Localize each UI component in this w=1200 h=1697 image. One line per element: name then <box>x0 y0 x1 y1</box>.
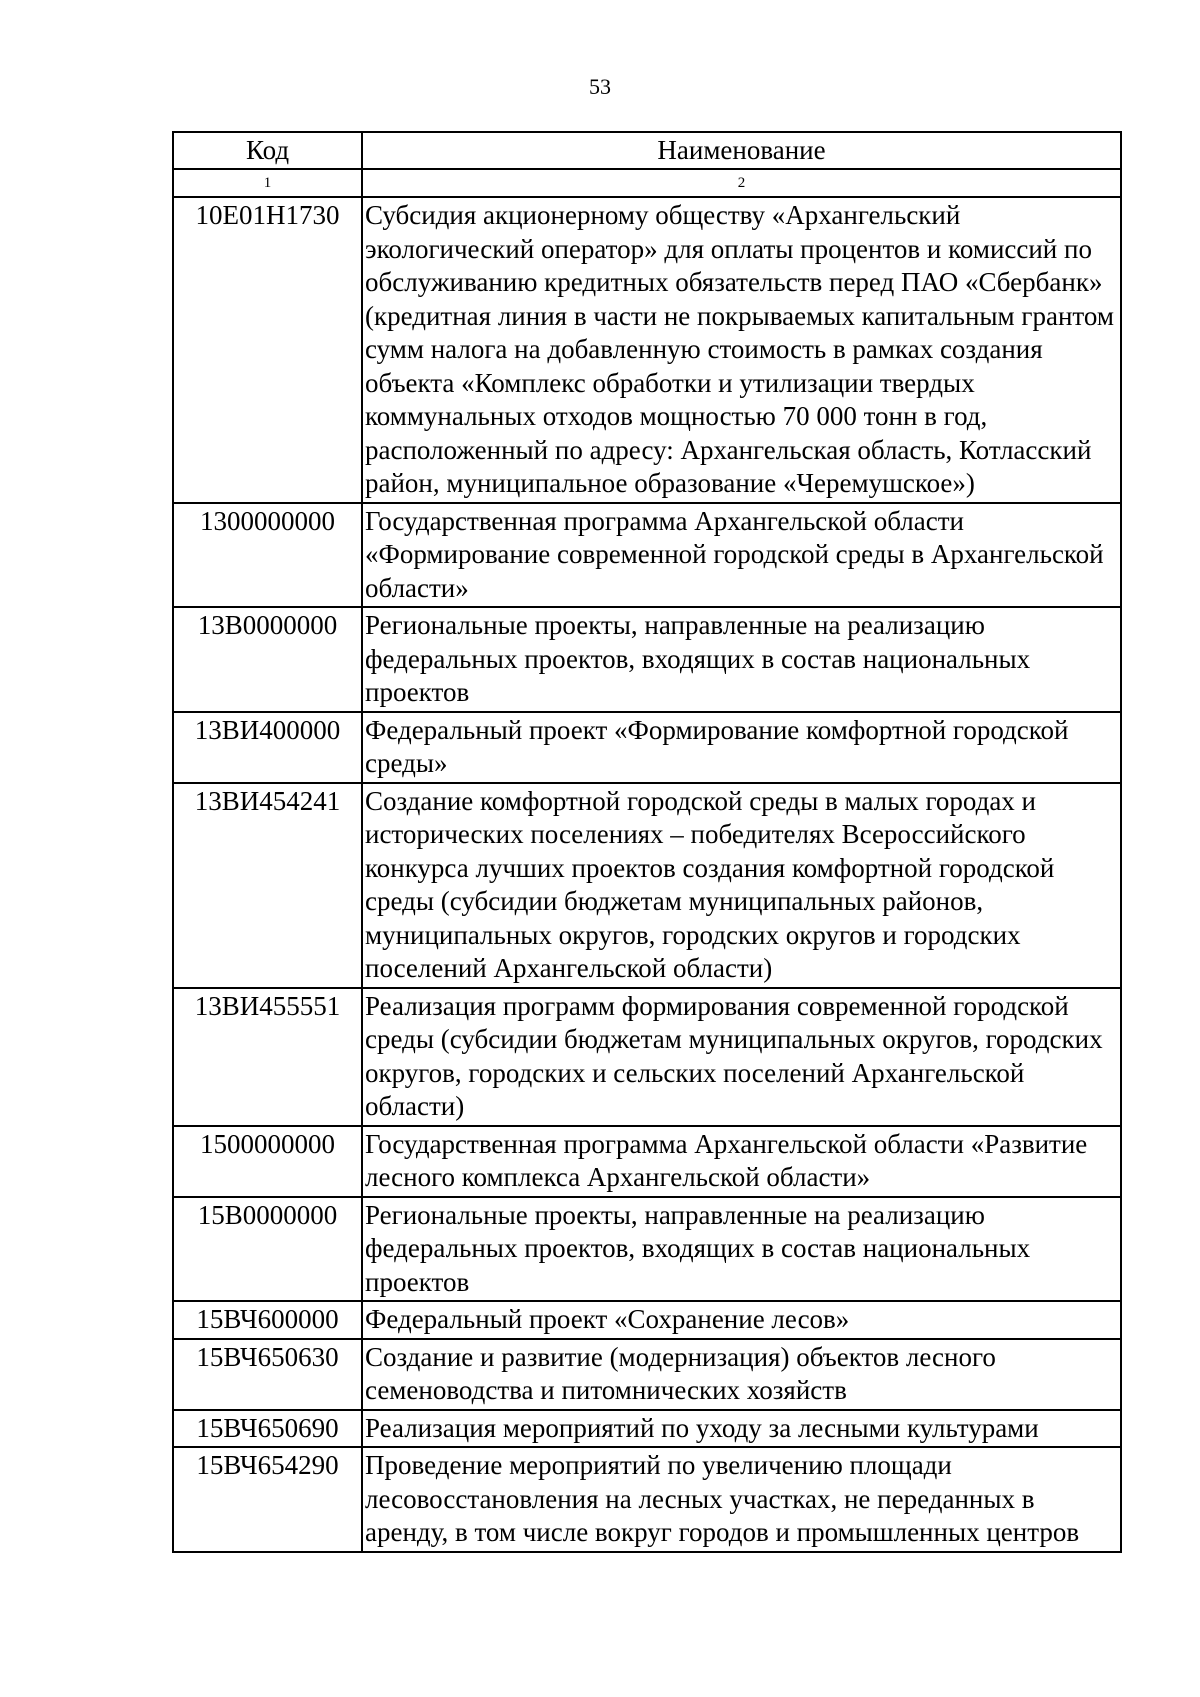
row-name: Реализация программ формирования современной городской среды (субсидии бюджетам муниципальных округов, городских округов, городских и сельских поселений Архангельской области) <box>362 988 1121 1126</box>
row-code: 15ВЧ654290 <box>173 1447 362 1552</box>
table-row <box>173 1339 1121 1410</box>
row-code: 15ВЧ650630 <box>173 1339 362 1410</box>
column-number-2: 2 <box>362 169 1121 197</box>
row-code: 13ВИ400000 <box>173 712 362 783</box>
row-code: 15ВЧ650690 <box>173 1410 362 1448</box>
table-row <box>173 712 1121 783</box>
column-number-row <box>173 169 1121 197</box>
column-number-1: 1 <box>173 169 362 197</box>
row-code: 15В0000000 <box>173 1197 362 1302</box>
table-row <box>173 197 1121 503</box>
table-row <box>173 503 1121 608</box>
row-name: Создание комфортной городской среды в малых городах и исторических поселениях – победителях Всероссийского конкурса лучших проектов создания комфортной городской среды (субсидии бюджетам муниципальных районов, муниципальных округов, городских округов и городских поселений Архангельской области) <box>362 783 1121 988</box>
budget-code-table <box>172 131 1122 1553</box>
row-name: Создание и развитие (модернизация) объектов лесного семеноводства и питомнических хозяйств <box>362 1339 1121 1410</box>
table-row <box>173 1301 1121 1339</box>
row-code: 13ВИ455551 <box>173 988 362 1126</box>
header-row <box>173 132 1121 169</box>
row-code: 10Е01Н1730 <box>173 197 362 503</box>
row-code: 1300000000 <box>173 503 362 608</box>
header-name: Наименование <box>362 132 1121 169</box>
table-row <box>173 1447 1121 1552</box>
row-name: Проведение мероприятий по увеличению площади лесовосстановления на лесных участках, не переданных в аренду, в том числе вокруг городов и промышленных центров <box>362 1447 1121 1552</box>
row-code: 1500000000 <box>173 1126 362 1197</box>
row-code: 13ВИ454241 <box>173 783 362 988</box>
page-number: 53 <box>589 74 611 99</box>
table-row <box>173 988 1121 1126</box>
row-name: Субсидия акционерному обществу «Архангельский экологический оператор» для оплаты процентов и комиссий по обслуживанию кредитных обязательств перед ПАО «Сбербанк» (кредитная линия в части не покрываемых капитальным грантом сумм налога на добавленную стоимость в рамках создания объекта «Комплекс обработки и утилизации твердых коммунальных отходов мощностью 70 000 тонн в год, расположенный по адресу: Архангельская область, Котласский район, муниципальное образование «Черемушское») <box>362 197 1121 503</box>
table-row <box>173 1126 1121 1197</box>
row-name: Региональные проекты, направленные на реализацию федеральных проектов, входящих в состав национальных проектов <box>362 1197 1121 1302</box>
row-name: Федеральный проект «Сохранение лесов» <box>362 1301 1121 1339</box>
table-row <box>173 607 1121 712</box>
table-row <box>173 1197 1121 1302</box>
row-name: Государственная программа Архангельской области «Формирование современной городской среды в Архангельской области» <box>362 503 1121 608</box>
row-name: Федеральный проект «Формирование комфортной городской среды» <box>362 712 1121 783</box>
row-name: Государственная программа Архангельской области «Развитие лесного комплекса Архангельской области» <box>362 1126 1121 1197</box>
row-name: Реализация мероприятий по уходу за лесными культурами <box>362 1410 1121 1448</box>
row-code: 13В0000000 <box>173 607 362 712</box>
header-code: Код <box>173 132 362 169</box>
table-row <box>173 1410 1121 1448</box>
row-code: 15ВЧ600000 <box>173 1301 362 1339</box>
table-row <box>173 783 1121 988</box>
row-name: Региональные проекты, направленные на реализацию федеральных проектов, входящих в состав национальных проектов <box>362 607 1121 712</box>
